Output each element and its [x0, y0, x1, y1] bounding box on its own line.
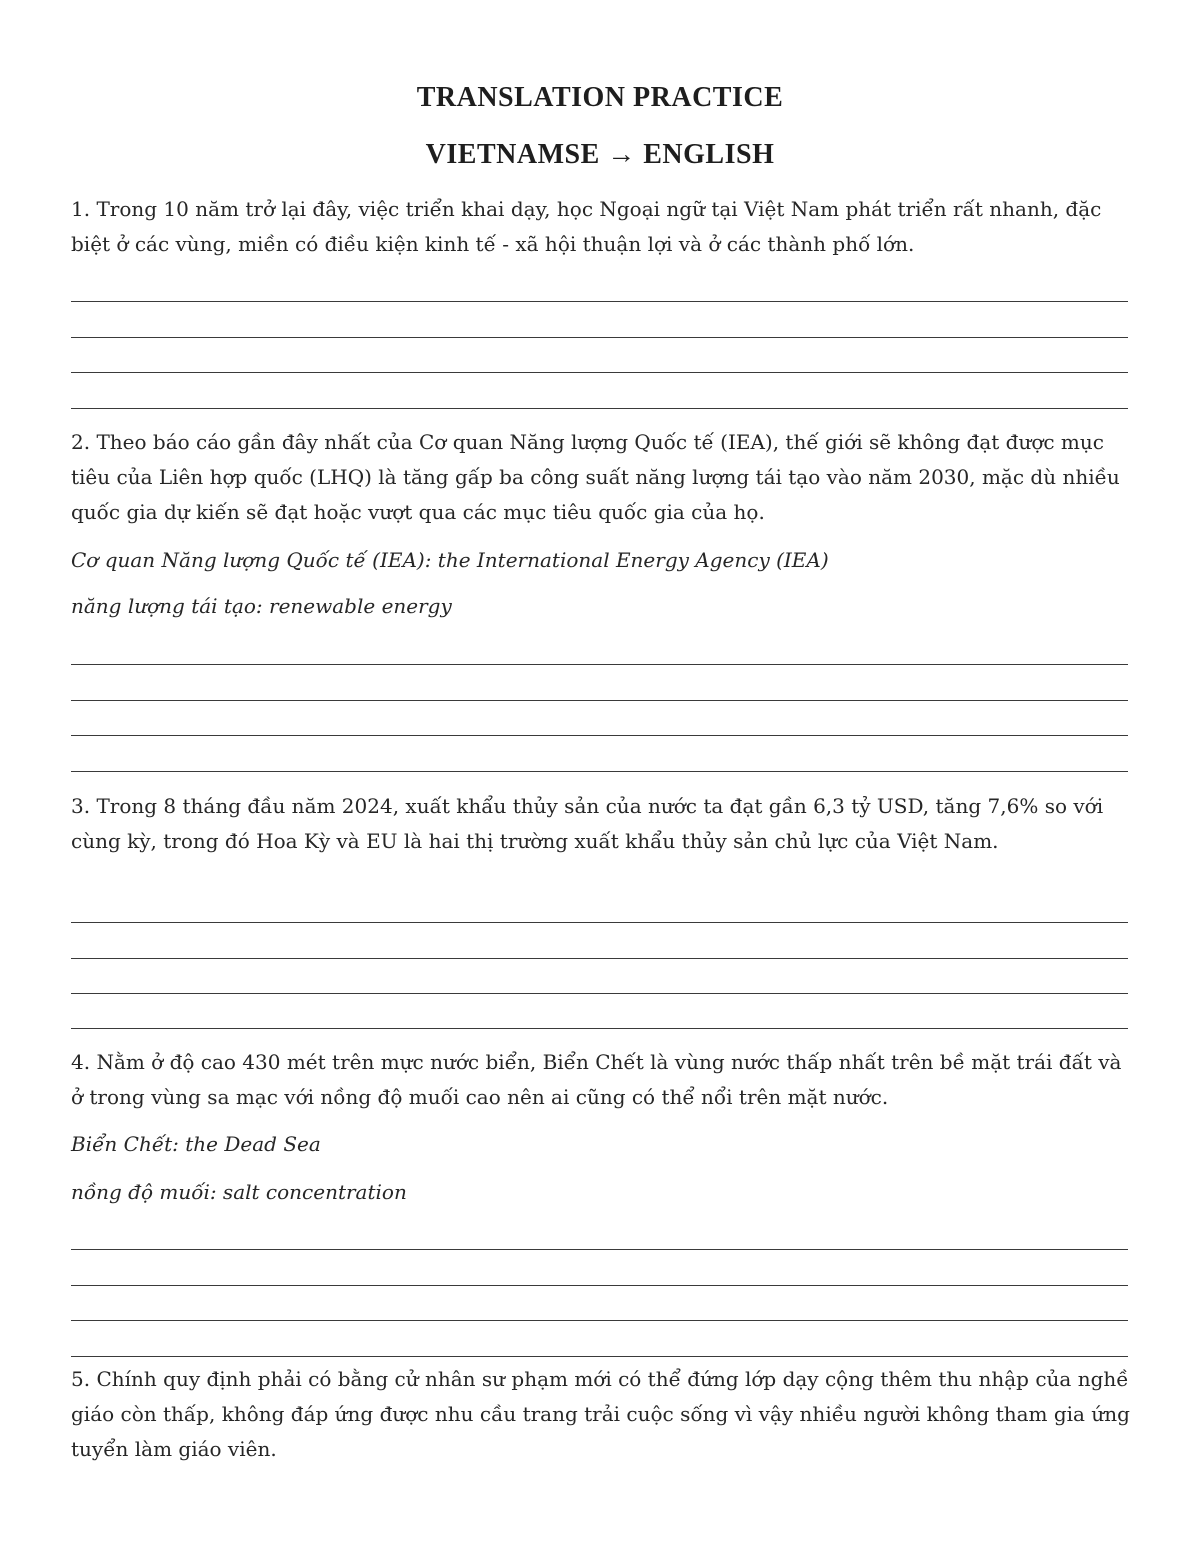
- question-3-text: 3. Trong 8 tháng đầu năm 2024, xuất khẩu thủy sản của nước ta đạt gần 6,3 tỷ USD, tăng 7,6% so với cùng kỳ, trong đó Hoa Kỳ và EU là hai thị trường xuất khẩu thủy sản chủ lực của Việt Nam.: [71, 794, 1104, 853]
- answer-line[interactable]: [71, 1028, 1128, 1029]
- question-5-text: 5. Chính quy định phải có bằng cử nhân sư phạm mới có thể đứng lớp dạy cộng thêm thu nhập của nghề giáo còn thấp, không đáp ứng được nhu cầu trang trải cuộc sống vì vậy nhiều người không tham gia ứng tuyển làm giáo viên.: [71, 1367, 1130, 1461]
- answer-line[interactable]: [71, 372, 1128, 373]
- answer-line[interactable]: [71, 958, 1128, 959]
- answer-line[interactable]: [71, 993, 1128, 994]
- answer-line[interactable]: [71, 1320, 1128, 1321]
- vocab-note: Cơ quan Năng lượng Quốc tế (IEA): the International Energy Agency (IEA): [71, 548, 829, 572]
- question-1-text: 1. Trong 10 năm trở lại đây, việc triển khai dạy, học Ngoại ngữ tại Việt Nam phát triển rất nhanh, đặc biệt ở các vùng, miền có điều kiện kinh tế - xã hội thuận lợi và ở các thành phố lớn.: [71, 197, 1102, 256]
- answer-line[interactable]: [71, 337, 1128, 338]
- answer-line[interactable]: [71, 408, 1128, 409]
- page-subtitle: VIETNAMSE → ENGLISH: [425, 139, 775, 170]
- answer-line[interactable]: [71, 664, 1128, 665]
- answer-line[interactable]: [71, 1285, 1128, 1286]
- answer-line[interactable]: [71, 700, 1128, 701]
- answer-line[interactable]: [71, 922, 1128, 923]
- answer-line[interactable]: [71, 771, 1128, 772]
- vocab-note: nồng độ muối: salt concentration: [71, 1180, 407, 1204]
- vocab-note: năng lượng tái tạo: renewable energy: [71, 594, 452, 618]
- question-2-text: 2. Theo báo cáo gần đây nhất của Cơ quan Năng lượng Quốc tế (IEA), thế giới sẽ không đạt được mục tiêu của Liên hợp quốc (LHQ) là tăng gấp ba công suất năng lượng tái tạo vào năm 2030, mặc dù nhiều quốc gia dự kiến sẽ đạt hoặc vượt qua các mục tiêu quốc gia của họ.: [71, 430, 1120, 524]
- answer-line[interactable]: [71, 735, 1128, 736]
- page-title: TRANSLATION PRACTICE: [416, 82, 784, 113]
- answer-line[interactable]: [71, 1249, 1128, 1250]
- answer-line[interactable]: [71, 1356, 1128, 1357]
- vocab-note: Biển Chết: the Dead Sea: [71, 1132, 321, 1156]
- question-4-text: 4. Nằm ở độ cao 430 mét trên mực nước biển, Biển Chết là vùng nước thấp nhất trên bề mặt trái đất và ở trong vùng sa mạc với nồng độ muối cao nên ai cũng có thể nổi trên mặt nước.: [71, 1050, 1122, 1109]
- answer-line[interactable]: [71, 301, 1128, 302]
